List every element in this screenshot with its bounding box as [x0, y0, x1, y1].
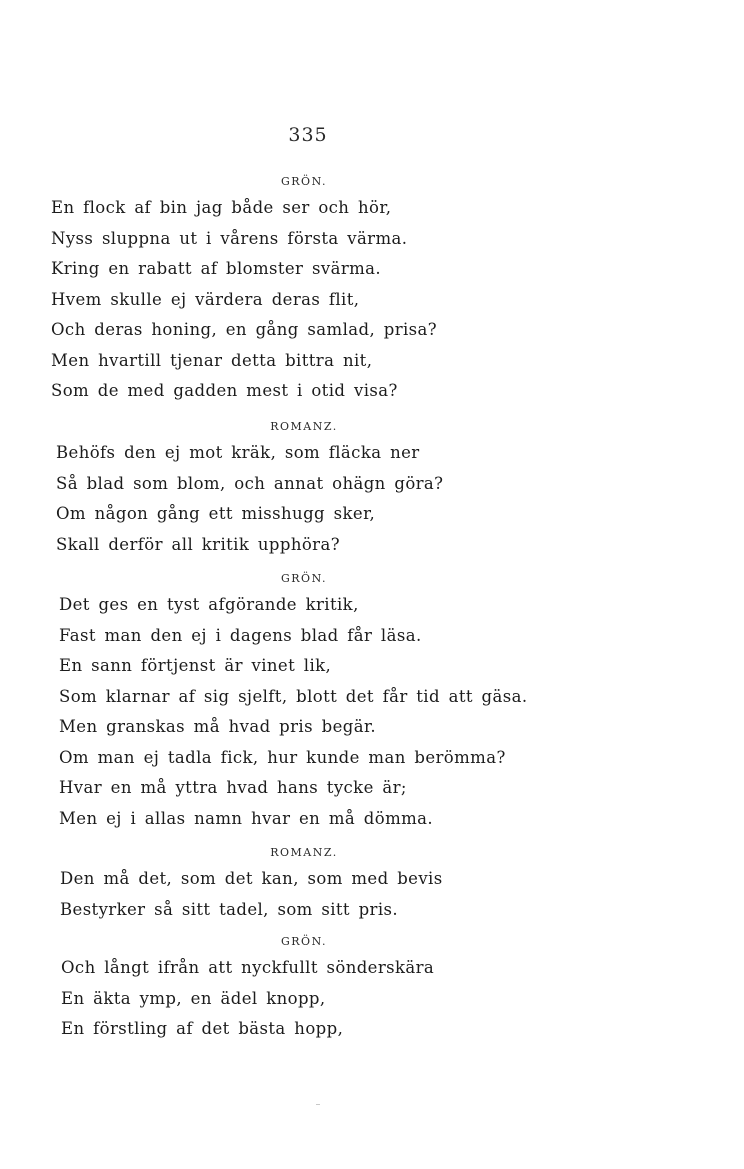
verse-line: En äkta ymp, en ädel knopp, — [61, 988, 326, 1008]
verse-line: En flock af bin jag både ser och hör, — [51, 198, 392, 217]
verse-line: Om någon gång ett misshugg sker, — [56, 504, 376, 523]
speaker-heading: ROMANZ. — [270, 420, 338, 433]
verse-line: Hvem skulle ej värdera deras flit, — [51, 289, 360, 309]
dialogue-section-5 — [0, 931, 744, 1045]
verse-line: Som klarnar af sig sjelft, blott det får tid att gäsa. — [59, 686, 528, 706]
verse-line: Och deras honing, en gång samlad, prisa? — [51, 320, 438, 339]
verse-line: Det ges en tyst afgörande kritik, — [59, 595, 359, 614]
dialogue-section-4 — [0, 842, 744, 925]
verse-line: Fast man den ej i dagens blad får läsa. — [59, 625, 422, 645]
verse-line: Men granskas må hvad pris begär. — [59, 717, 377, 736]
verse-line: Och långt ifrån att nyckfullt sönderskära — [61, 958, 435, 977]
verse-line: Hvar en må yttra hvad hans tycke är; — [59, 778, 407, 797]
verse-line: Så blad som blom, och annat ohägn göra? — [56, 473, 444, 493]
verse-line: Som de med gadden mest i otid visa? — [51, 381, 398, 400]
speaker-heading: GRÖN. — [280, 175, 327, 188]
speaker-heading: GRÖN. — [280, 935, 327, 948]
verse-line: Men hvartill tjenar detta bittra nit, — [51, 350, 373, 370]
page-number: 335 — [288, 124, 328, 146]
verse-line: Skall derför all kritik upphöra? — [56, 534, 340, 554]
print-speck — [316, 1104, 320, 1105]
verse-line: Nyss sluppna ut i vårens första värma. — [51, 228, 408, 248]
verse-line: En sann förtjenst är vinet lik, — [59, 656, 332, 675]
verse-line: Kring en rabatt af blomster svärma. — [51, 259, 382, 278]
verse-line: Men ej i allas namn hvar en må dömma. — [59, 808, 434, 828]
verse-line: Den må det, som det kan, som med bevis — [60, 869, 443, 888]
dialogue-section-1 — [0, 171, 744, 407]
verse-line: Behöfs den ej mot kräk, som fläcka ner — [56, 443, 420, 462]
speaker-heading: ROMANZ. — [270, 846, 338, 859]
dialogue-section-3 — [0, 568, 744, 834]
verse-line: En förstling af det bästa hopp, — [61, 1019, 344, 1038]
speaker-heading: GRÖN. — [280, 572, 327, 585]
verse-line: Bestyrker så sitt tadel, som sitt pris. — [60, 899, 399, 919]
dialogue-section-2 — [0, 416, 744, 560]
verse-line: Om man ej tadla fick, hur kunde man berömma? — [59, 747, 506, 767]
